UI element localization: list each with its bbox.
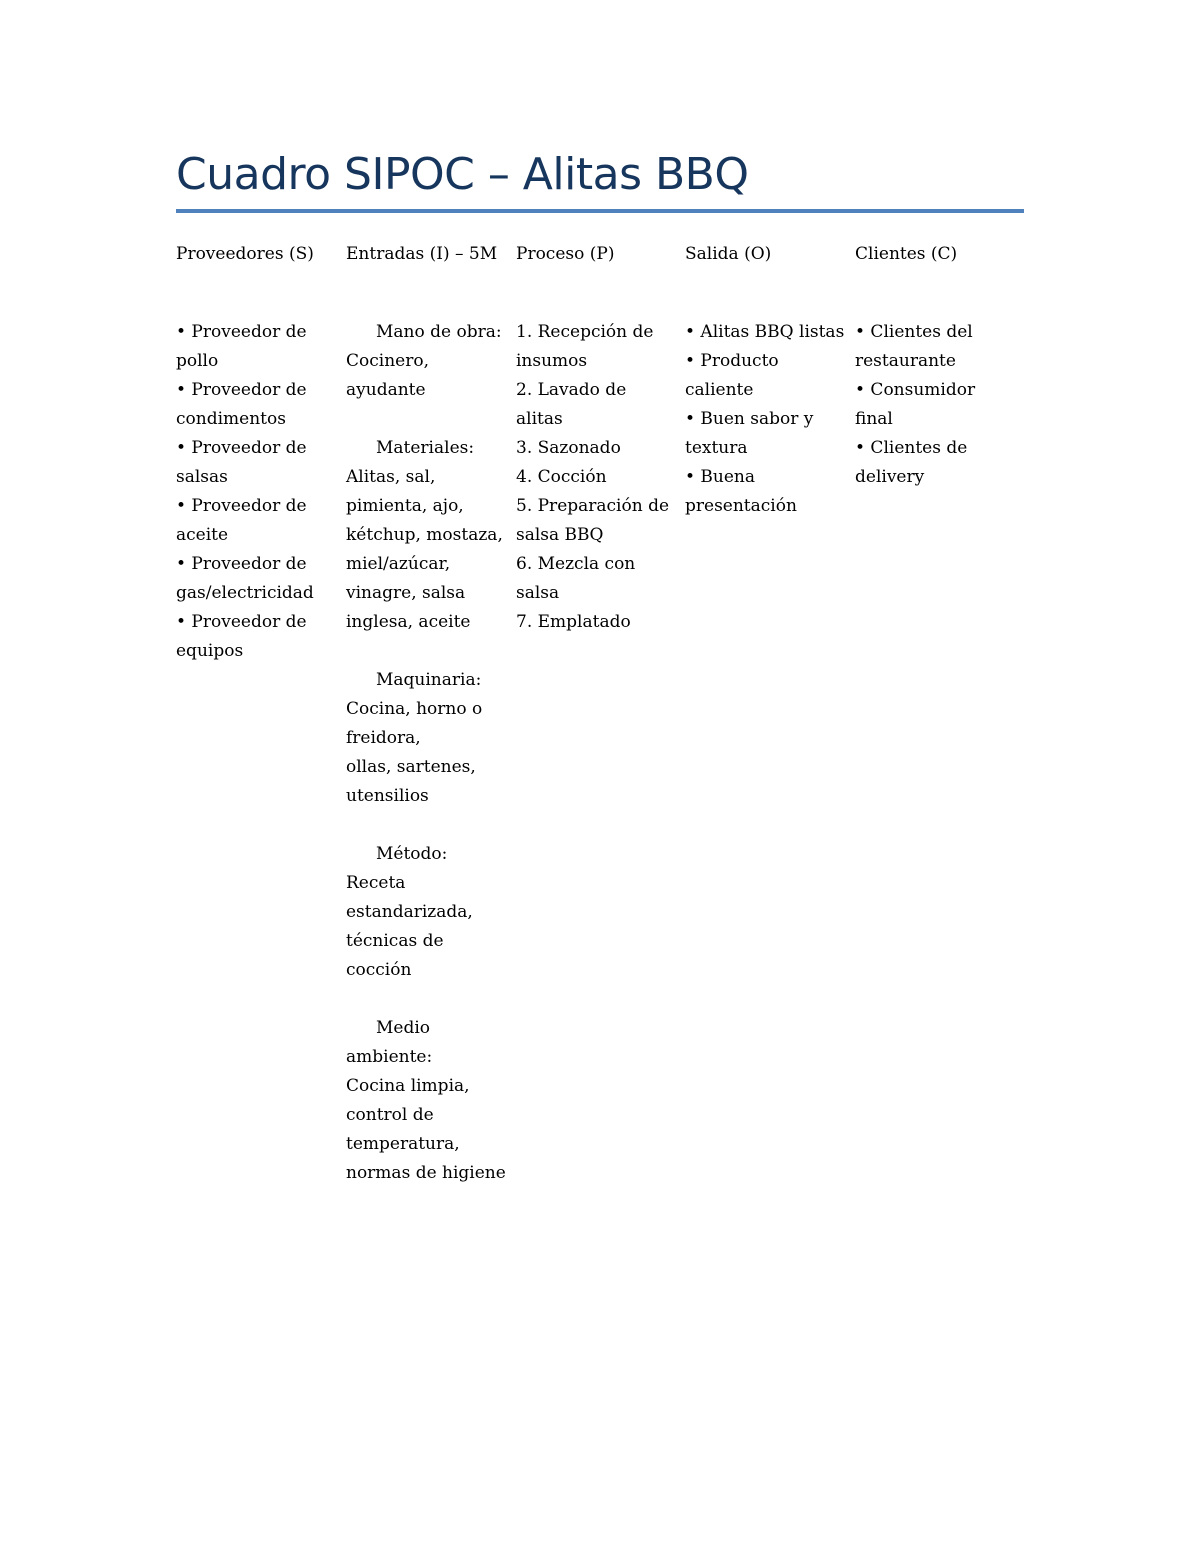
input-detail: Alitas, sal, pimienta, ajo, kétchup, mostaza, miel/azúcar, vinagre, salsa inglesa, aceite [346,467,503,632]
header-outputs: Salida (O) [685,244,772,264]
header-inputs: Entradas (I) – 5M [346,244,498,264]
input-group-method [346,840,506,985]
input-group-environment [346,1014,506,1188]
input-detail: ollas, sartenes, utensilios [346,757,476,806]
sipoc-table [176,240,1024,1217]
customer-item: • Consumidor final [855,380,976,429]
title-underline [176,209,1024,213]
customers-cell [855,318,1024,1217]
supplier-item: • Proveedor de aceite [176,496,307,545]
supplier-item: • Proveedor de gas/electricidad [176,554,314,603]
output-item: • Buen sabor y textura [685,409,814,458]
outputs-cell [685,318,855,1217]
input-group-machinery [346,666,506,811]
process-step: 3. Sazonado [516,438,621,458]
process-step: 5. Preparación de salsa BBQ [516,496,670,545]
input-detail: Cocina limpia, control de temperatura, normas de higiene [346,1076,506,1183]
input-detail: Cocina, horno o freidora, [346,699,483,748]
process-step: 6. Mezcla con salsa [516,554,636,603]
output-item: • Buena presentación [685,467,797,516]
input-heading: Maquinaria: [376,670,482,690]
supplier-item: • Proveedor de pollo [176,322,307,371]
input-heading: Método: [376,844,448,864]
header-customers: Clientes (C) [855,244,958,264]
input-detail: Receta estandarizada, técnicas de cocción [346,873,473,980]
process-step: 2. Lavado de alitas [516,380,627,429]
input-heading: Mano de obra: [376,322,502,342]
supplier-item: • Proveedor de equipos [176,612,307,661]
customer-item: • Clientes de delivery [855,438,968,487]
customer-item: • Clientes del restaurante [855,322,973,371]
inputs-cell [346,318,516,1217]
supplier-item: • Proveedor de condimentos [176,380,307,429]
input-detail: Cocinero, ayudante [346,351,429,400]
header-suppliers: Proveedores (S) [176,244,314,264]
process-step: 1. Recepción de insumos [516,322,654,371]
input-group-materials [346,434,506,637]
suppliers-cell [176,318,346,1217]
supplier-item: • Proveedor de salsas [176,438,307,487]
process-step: 7. Emplatado [516,612,631,632]
header-process: Proceso (P) [516,244,615,264]
input-heading: Medio ambiente: [346,1018,433,1067]
input-group-labor [346,318,506,405]
output-item: • Producto caliente [685,351,779,400]
input-heading: Materiales: [376,438,475,458]
output-item: • Alitas BBQ listas [685,322,845,342]
process-step: 4. Cocción [516,467,607,487]
document-title: Cuadro SIPOC – Alitas BBQ [176,149,749,200]
process-cell [516,318,685,1217]
